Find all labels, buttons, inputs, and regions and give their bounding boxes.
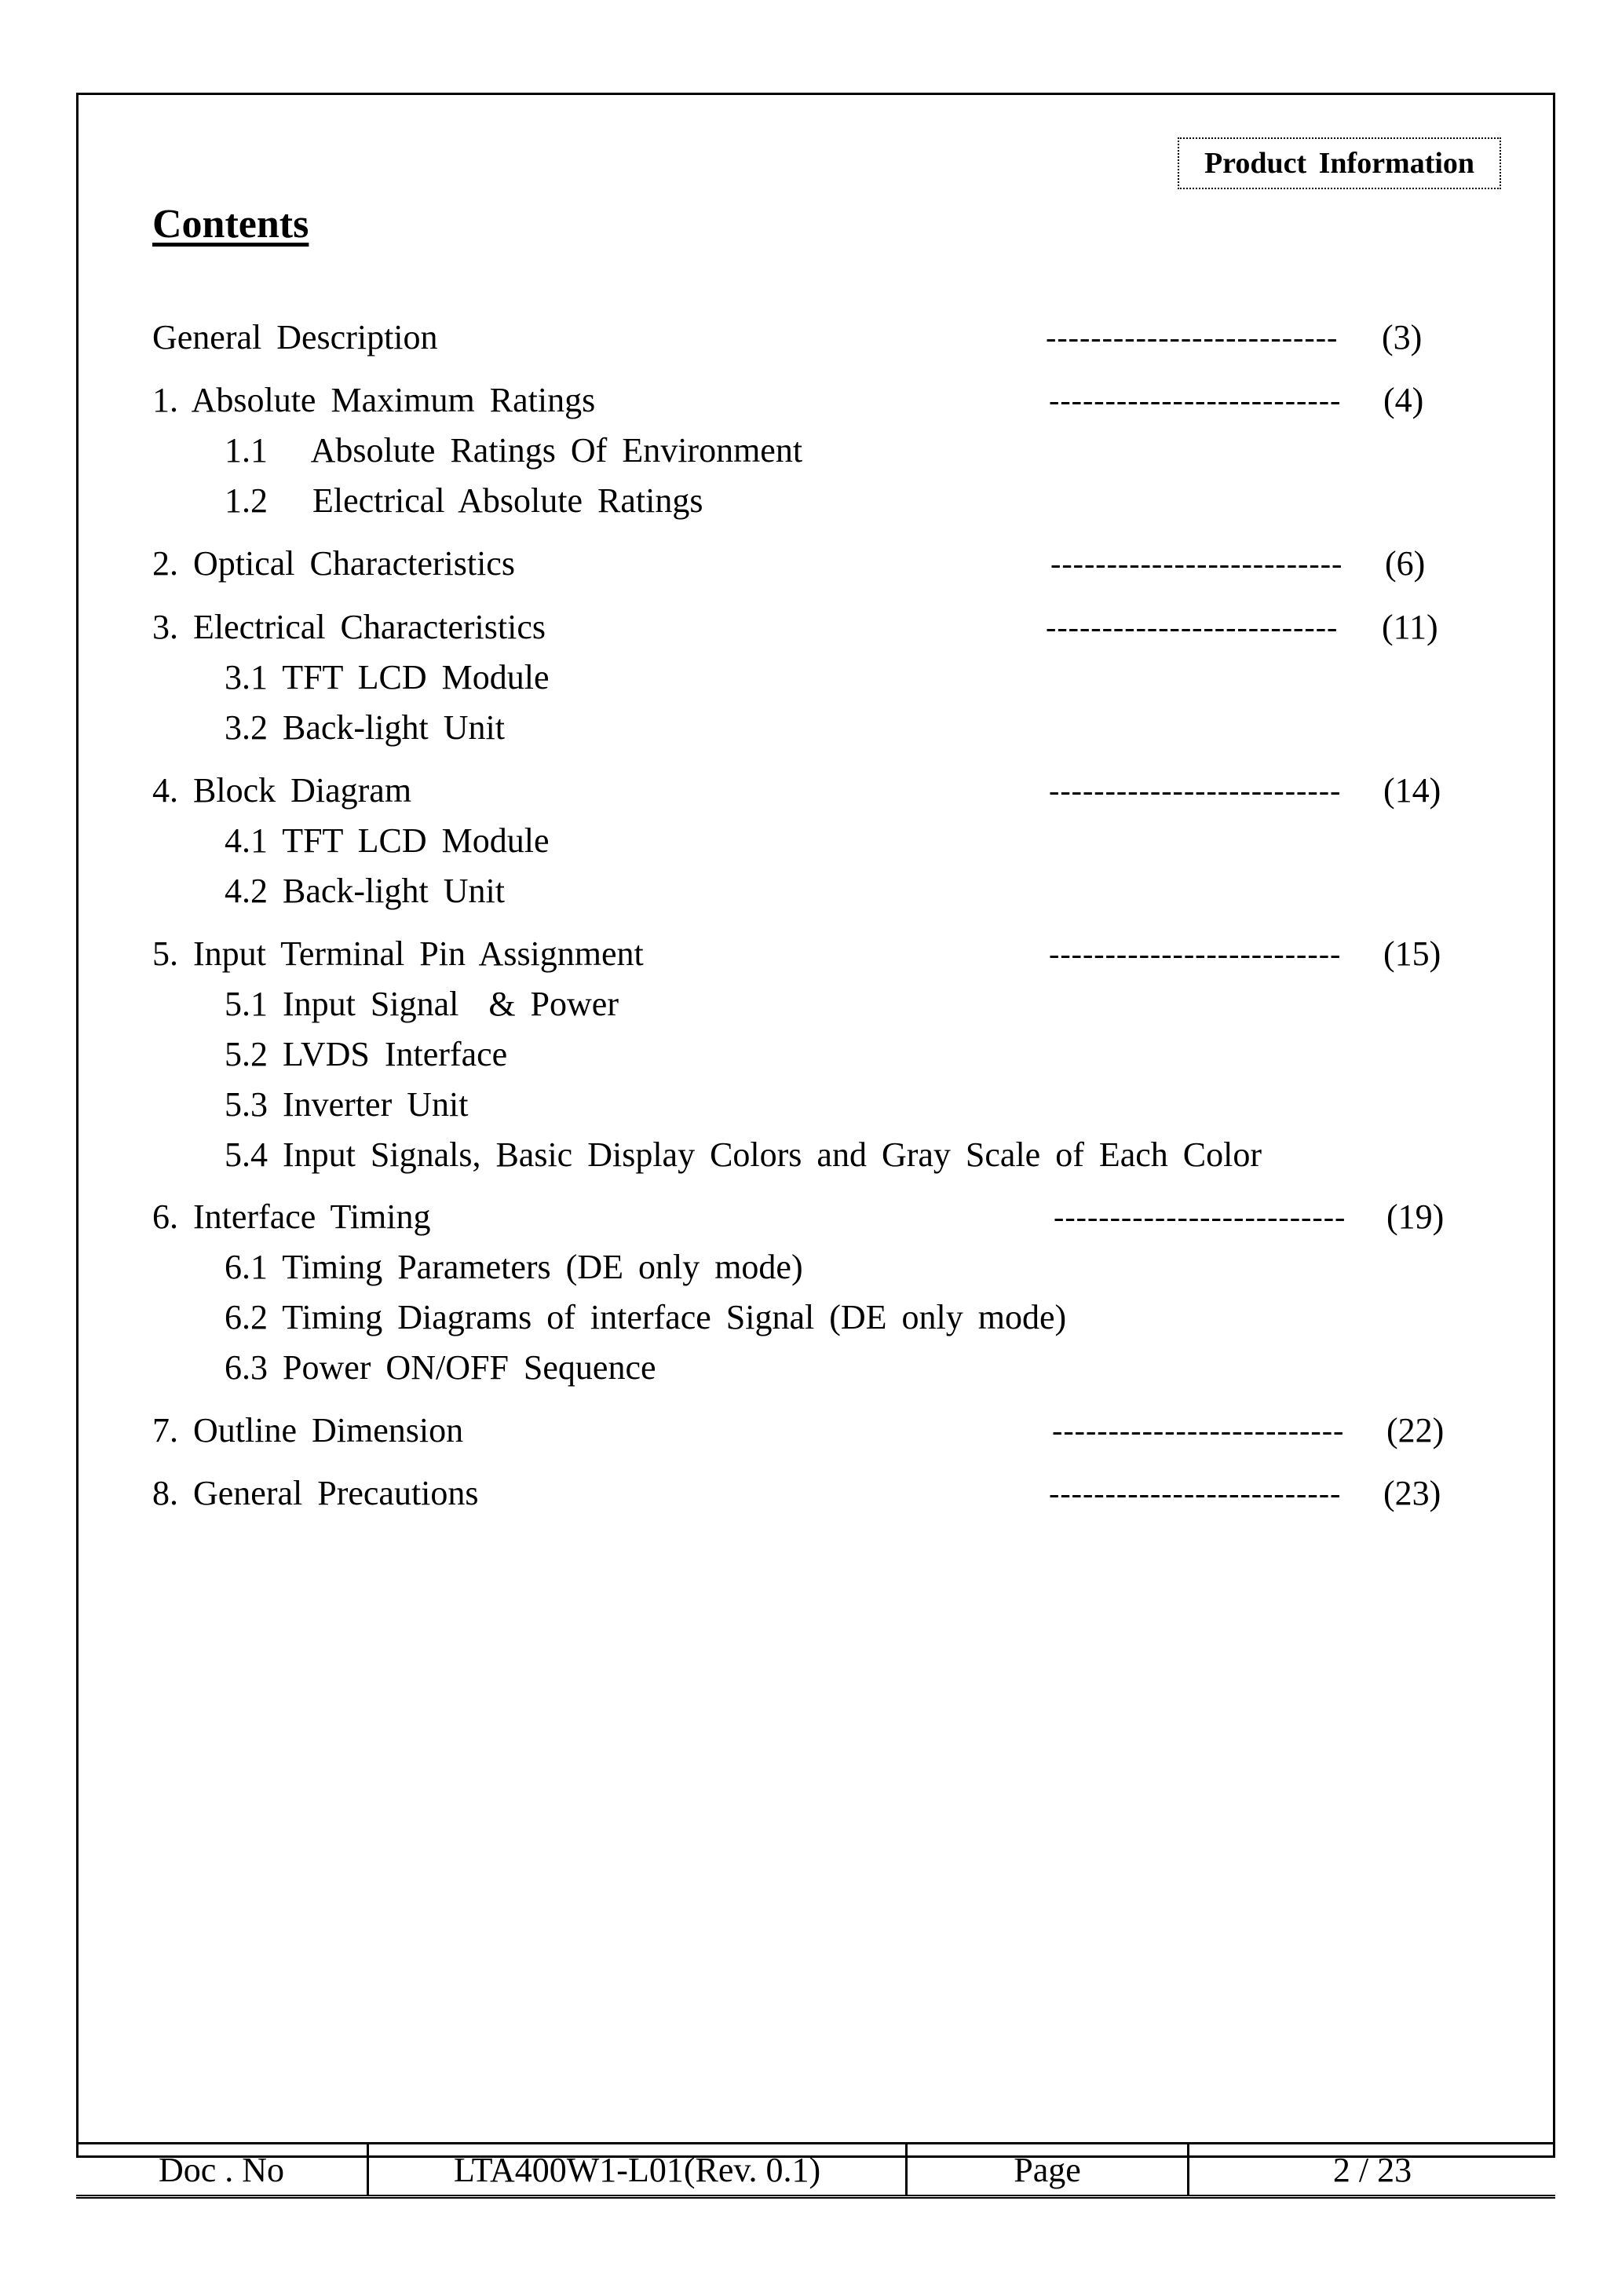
toc-subentry-1-1[interactable]: 1.1 Absolute Ratings Of Environment (225, 431, 803, 470)
toc-entry-number: 1. (152, 381, 178, 419)
toc-page-number: (6) (1385, 544, 1426, 583)
toc-entry-7[interactable] (152, 1413, 463, 1448)
toc-subentry-5-2[interactable]: 5.2 LVDS Interface (225, 1035, 508, 1073)
doc-no-value: LTA400W1-L01(Rev. 0.1) (369, 2144, 908, 2195)
toc-leader: -------------------------- (1049, 936, 1342, 971)
toc-leader: -------------------------- (1046, 320, 1339, 355)
toc-entry-2[interactable] (152, 544, 515, 583)
toc-page-number: (11) (1382, 608, 1438, 646)
toc-subentry-4-1[interactable]: 4.1 TFT LCD Module (225, 821, 550, 860)
toc-entry-1[interactable] (152, 383, 595, 418)
toc-subentry-5-4[interactable]: 5.4 Input Signals, Basic Display Colors and Gray Scale of Each Color (225, 1135, 1262, 1174)
toc-entry-label: Absolute Maximum Ratings (191, 381, 596, 419)
toc-subentry-5-3[interactable]: 5.3 Inverter Unit (225, 1085, 469, 1124)
toc-leader: -------------------------- (1054, 1199, 1346, 1234)
toc-page-number: (3) (1382, 318, 1423, 356)
toc-subentry-3-1[interactable]: 3.1 TFT LCD Module (225, 658, 550, 696)
page-value: 2 / 23 (1332, 2150, 1412, 2189)
toc-entry-label: Optical Characteristics (193, 544, 515, 583)
doc-no-label: Doc . No (76, 2144, 369, 2195)
toc-entry-label: Interface Timing (193, 1197, 431, 1236)
toc-entry-number: 8. (152, 1474, 178, 1512)
toc-leader: -------------------------- (1049, 1475, 1342, 1511)
page-title: Contents (152, 202, 309, 247)
toc-entry-label: Outline Dimension (193, 1411, 464, 1450)
toc-entry-general-description[interactable]: General Description (152, 318, 438, 356)
toc-entry-number: 7. (152, 1411, 178, 1450)
toc-page-number: (15) (1383, 934, 1441, 973)
toc-page-number: (19) (1386, 1197, 1445, 1236)
toc-subentry-5-1[interactable]: 5.1 Input Signal & Power (225, 985, 619, 1023)
toc-entry-4[interactable] (152, 773, 411, 808)
toc-entry-6[interactable] (152, 1197, 431, 1236)
toc-entry-label: Block Diagram (193, 771, 412, 810)
toc-entry-number: 6. (152, 1197, 178, 1236)
toc-entry-label: Input Terminal Pin Assignment (193, 934, 644, 973)
toc-entry-label: Electrical Characteristics (193, 608, 546, 646)
toc-entry-label: General Precautions (193, 1474, 479, 1512)
toc-subentry-6-3[interactable]: 6.3 Power ON/OFF Sequence (225, 1348, 656, 1387)
toc-subentry-4-2[interactable]: 4.2 Back-light Unit (225, 872, 505, 910)
toc-leader: -------------------------- (1052, 1413, 1345, 1448)
toc-subentry-3-2[interactable]: 3.2 Back-light Unit (225, 708, 505, 747)
toc-entry-5[interactable] (152, 934, 644, 973)
toc-page-number: (23) (1383, 1474, 1441, 1512)
toc-page-number: (22) (1386, 1411, 1445, 1450)
toc-subentry-6-1[interactable]: 6.1 Timing Parameters (DE only mode) (225, 1248, 803, 1286)
toc-subentry-6-2[interactable]: 6.2 Timing Diagrams of interface Signal (DE only mode) (225, 1298, 1067, 1336)
toc-leader: -------------------------- (1049, 382, 1342, 418)
toc-page-number: (14) (1383, 771, 1441, 810)
toc-subentry-1-2[interactable]: 1.2 Electrical Absolute Ratings (225, 481, 703, 520)
toc-entry-number: 2. (152, 544, 178, 583)
toc-entry-3[interactable] (152, 610, 546, 645)
toc-leader: -------------------------- (1046, 609, 1339, 645)
footer-table (76, 2142, 1555, 2199)
product-information-badge: Product Information (1178, 137, 1501, 189)
toc-entry-8[interactable] (152, 1476, 479, 1511)
toc-leader: -------------------------- (1049, 773, 1342, 808)
toc-entry-number: 3. (152, 608, 178, 646)
toc-page-number: (4) (1383, 381, 1424, 419)
toc-entry-number: 4. (152, 771, 178, 810)
toc-leader: -------------------------- (1050, 546, 1343, 581)
page-label: Page (908, 2144, 1189, 2195)
toc-entry-number: 5. (152, 934, 178, 973)
